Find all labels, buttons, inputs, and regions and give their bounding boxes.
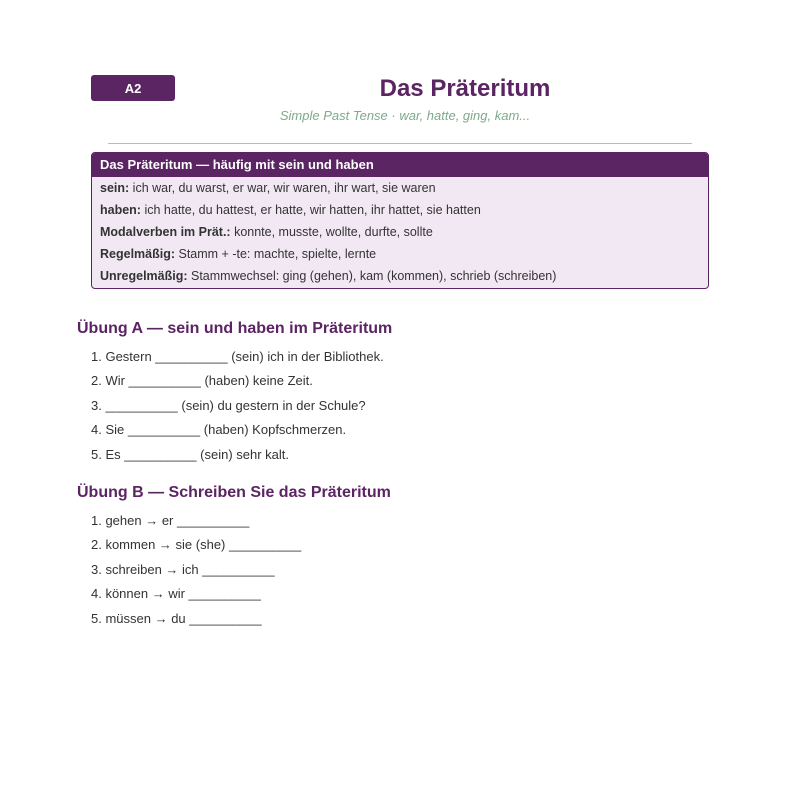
grammar-text: Stammwechsel: ging (gehen), kam (kommen), schrieb (schreiben) xyxy=(187,269,557,283)
title-divider xyxy=(108,143,692,144)
exercise-item: 4. Sie __________ (haben) Kopfschmerzen. xyxy=(91,422,347,438)
exercise-item: 5. müssen → du __________ xyxy=(91,610,262,626)
grammar-text: ich war, du warst, er war, wir waren, ihr wart, sie waren xyxy=(129,181,436,195)
exercise-item: 1. Gestern __________ (sein) ich in der Bibliothek. xyxy=(91,349,384,364)
grammar-row-sein xyxy=(92,177,708,199)
level-badge: A2 xyxy=(91,75,175,101)
grammar-term: Modalverben im Prät.: xyxy=(100,225,231,239)
exercise-b-list xyxy=(77,509,391,631)
grammar-row-haben xyxy=(92,199,708,221)
grammar-row-regelmaessig xyxy=(92,243,708,265)
exercise-item: 5. Es __________ (sein) sehr kalt. xyxy=(91,446,290,462)
page-subtitle: Simple Past Tense · war, hatte, ging, kam... xyxy=(279,108,531,123)
grammar-text: Stamm + -te: machte, spielte, lernte xyxy=(175,247,377,261)
exercise-b xyxy=(77,483,391,631)
grammar-row-modalverben xyxy=(92,221,708,243)
exercise-item: 4. können → wir __________ xyxy=(91,586,261,602)
exercise-a-list xyxy=(77,345,392,467)
exercise-item: 3. schreiben → ich __________ xyxy=(91,561,275,577)
exercise-a xyxy=(77,319,392,467)
exercise-item: 1. gehen → er __________ xyxy=(91,513,250,528)
page-title: Das Präteritum xyxy=(379,75,551,102)
grammar-term: haben: xyxy=(100,203,141,217)
grammar-text: konnte, musste, wollte, durfte, sollte xyxy=(230,225,433,239)
grammar-term: Unregelmäßig: xyxy=(100,269,188,283)
exercise-item: 2. Wir __________ (haben) keine Zeit. xyxy=(91,373,313,389)
grammar-term: sein: xyxy=(100,181,130,195)
grammar-row-unregelmaessig xyxy=(92,265,708,287)
grammar-summary-box xyxy=(91,152,709,289)
exercise-item: 2. kommen → sie (she) __________ xyxy=(91,537,302,553)
exercise-b-heading: Übung B — Schreiben Sie das Präteritum xyxy=(77,484,391,501)
grammar-box-heading: Das Präteritum — häufig mit sein und haben xyxy=(92,153,708,177)
exercise-item: 3. __________ (sein) du gestern in der Schule? xyxy=(91,397,366,413)
exercise-a-heading: Übung A — sein und haben im Präteritum xyxy=(77,320,393,337)
grammar-text: ich hatte, du hattest, er hatte, wir hatten, ihr hattet, sie hatten xyxy=(140,203,481,217)
grammar-term: Regelmäßig: xyxy=(100,247,176,261)
